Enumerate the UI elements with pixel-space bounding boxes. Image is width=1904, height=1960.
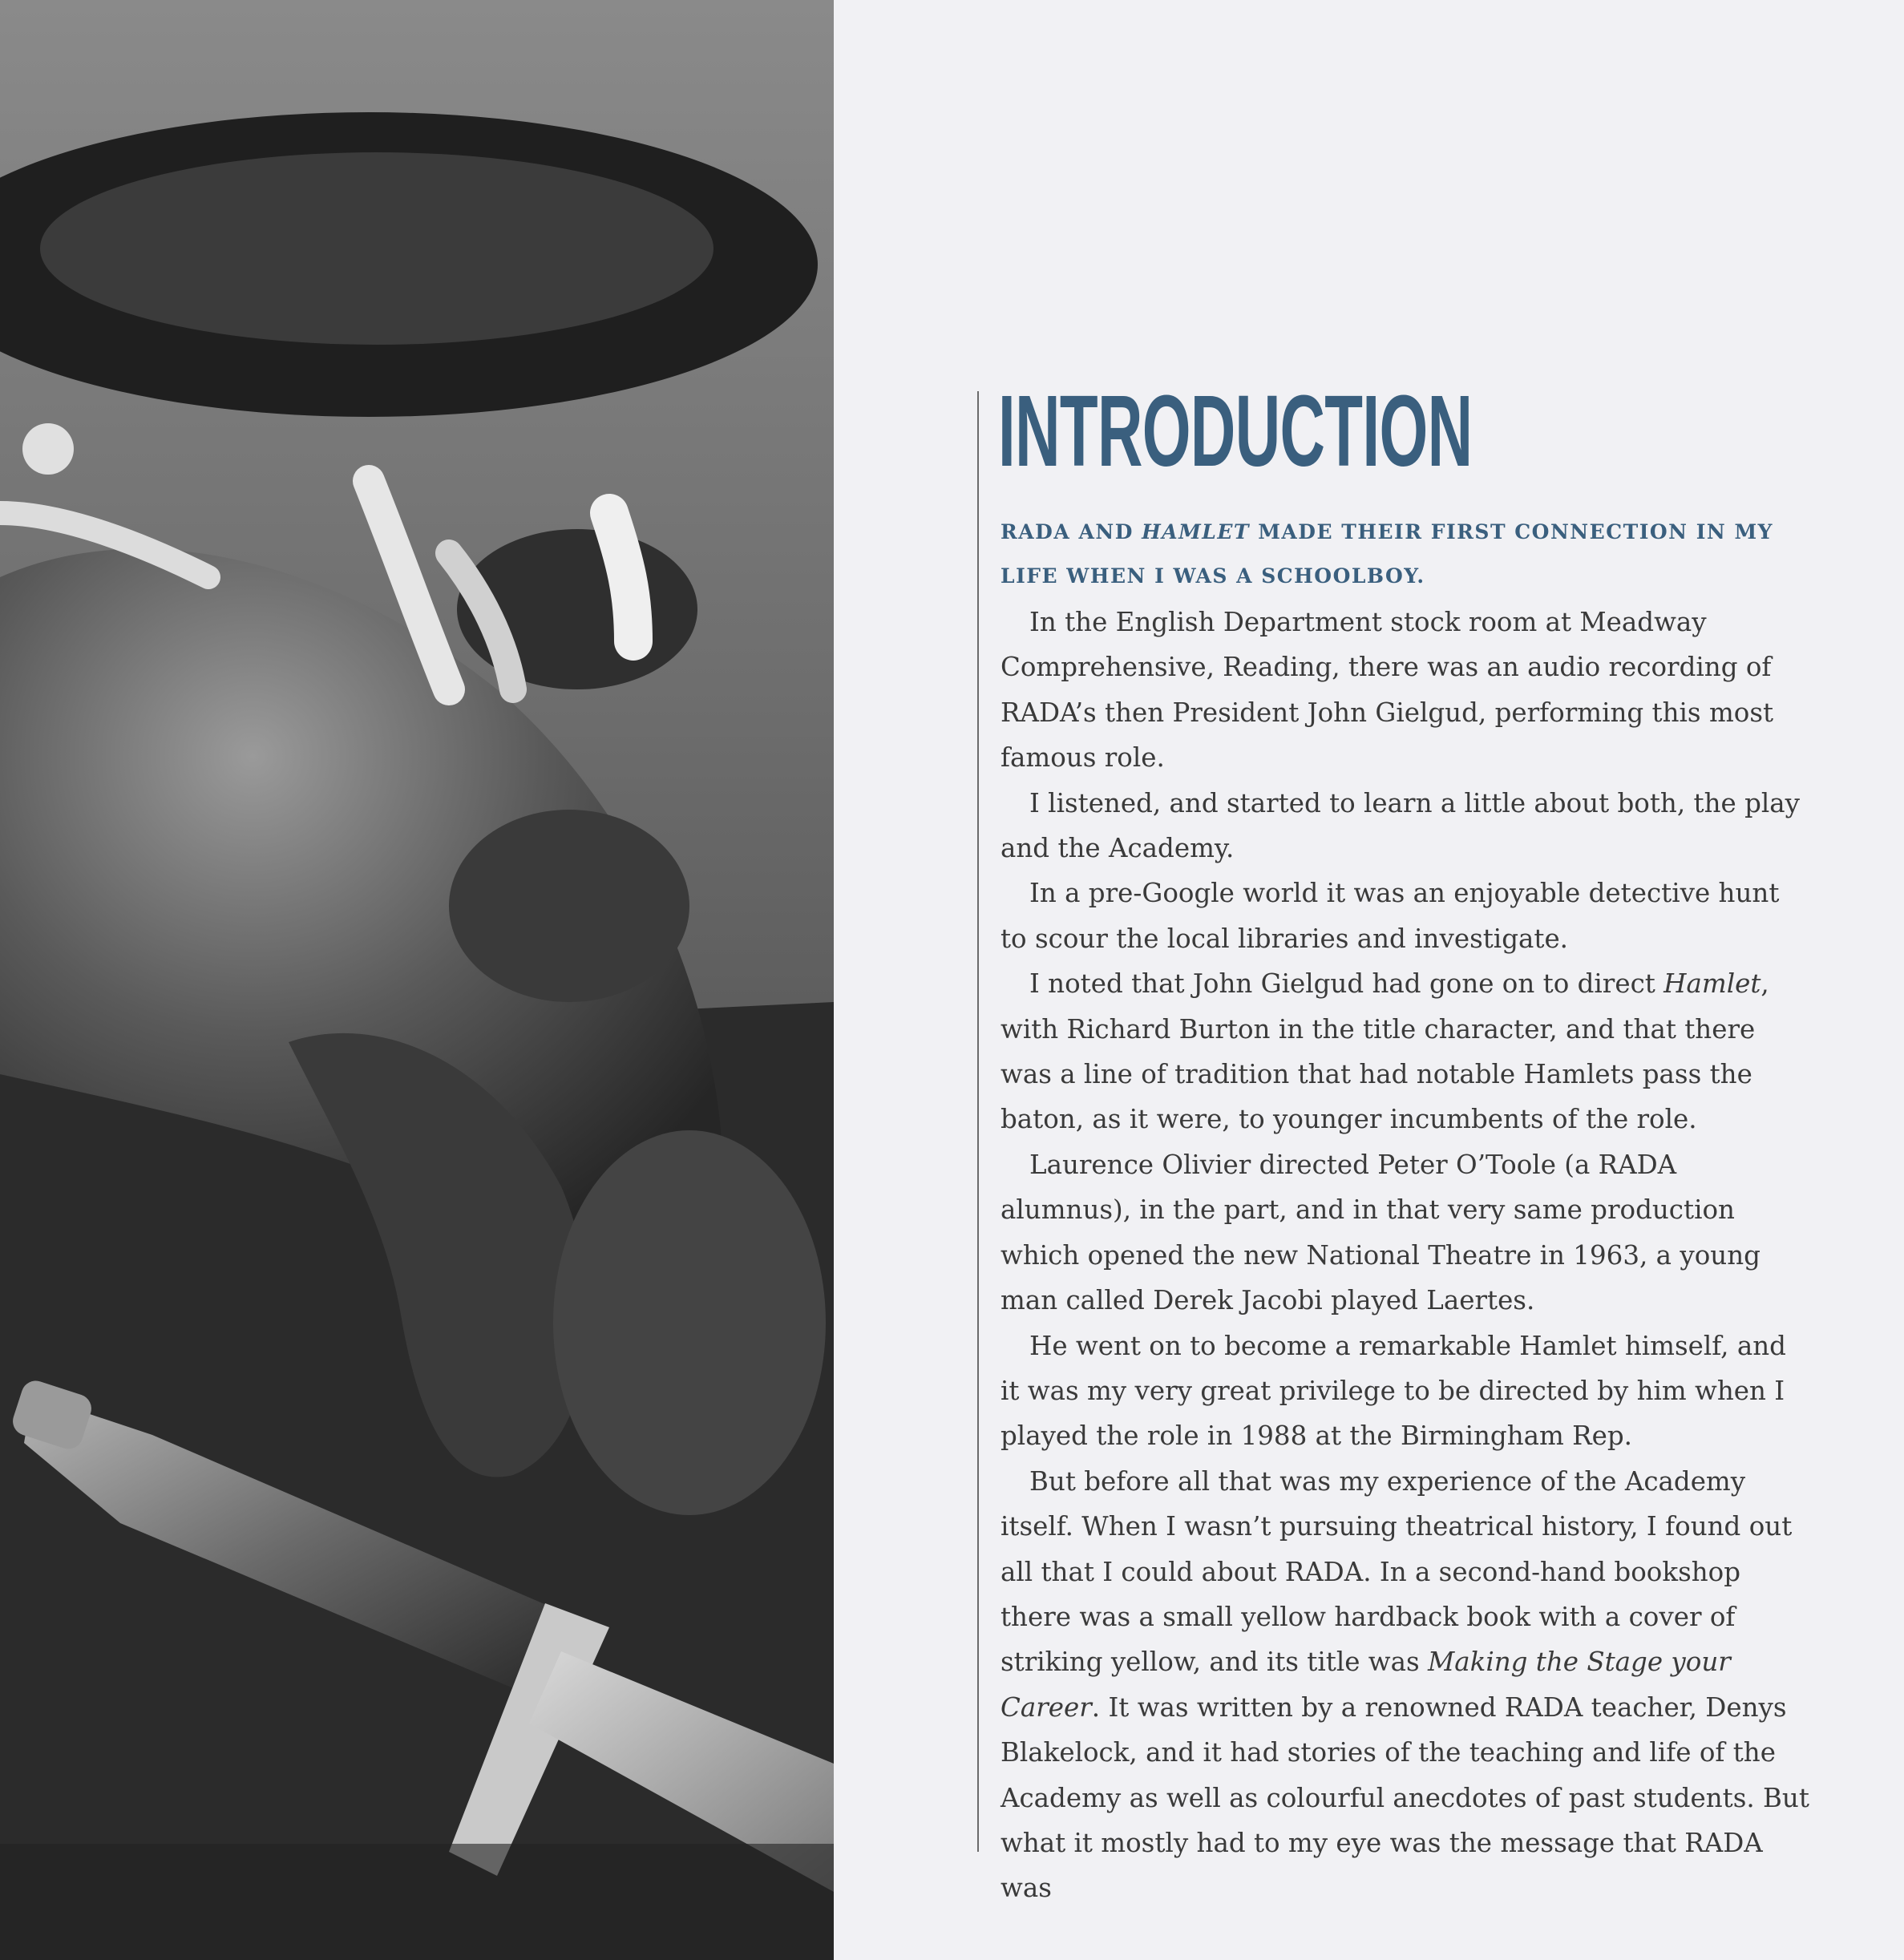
paragraph-4-italic: Hamlet (1663, 968, 1761, 1000)
paragraph-7-part-2: . It was written by a renowned RADA teacher, Denys Blakelock, and it had stories of the teaching and life of the Academy as well as colourful anecdotes of past students. But what it mostly had to my eye was the message that RADA was (1001, 1691, 1809, 1904)
paragraph-4 (1001, 961, 1810, 1142)
paragraph-7 (1001, 1459, 1810, 1911)
page-title: INTRODUCTION (998, 374, 1473, 487)
lead-part-2: MADE THEIR FIRST CONNECTION IN MY LIFE WHEN I WAS A SCHOOLBOY. (1001, 520, 1774, 588)
lead-part-1: RADA AND (1001, 520, 1142, 544)
vertical-rule (977, 391, 979, 1852)
paragraph-7-italic: Making the Stage your Career (1001, 1647, 1731, 1723)
lead-paragraph (1001, 510, 1802, 598)
paragraph-5: Laurence Olivier directed Peter O’Toole (a RADA alumnus), in the part, and in that very same production which opened the new National Theatre in 1963, a young man called Derek Jacobi played Laertes. (1001, 1149, 1760, 1316)
gloves-and-sword-photo (0, 0, 834, 1960)
paragraph-7-part-1: But before all that was my experience of the Academy itself. When I wasn’t pursuing theatrical history, I found out all that I could about RADA. In a second-hand bookshop there was a small yellow hardback book with a cover of striking yellow, and its title was (1001, 1465, 1793, 1678)
paragraph-3: In a pre-Google world it was an enjoyable detective hunt to scour the local libraries and investigate. (1001, 878, 1780, 954)
paragraph-6: He went on to become a remarkable Hamlet himself, and it was my very great privilege to be directed by him when I played the role in 1988 at the Birmingham Rep. (1001, 1330, 1786, 1452)
paragraph-4-part-1: I noted that John Gielgud had gone on to direct (1029, 968, 1664, 1000)
paragraph-2: I listened, and started to learn a little about both, the play and the Academy. (1001, 787, 1801, 864)
lead-italic-title: HAMLET (1142, 520, 1251, 544)
paragraph-1: In the English Department stock room at Meadway Comprehensive, Reading, there was an audio recording of RADA’s then President John Gielgud, performing this most famous role. (1001, 607, 1774, 774)
paragraph-4-part-2: , with Richard Burton in the title character, and that there was a line of tradition that had notable Hamlets pass the baton, as it were, to younger incumbents of the role. (1001, 968, 1769, 1135)
body-text (1001, 600, 1810, 1911)
